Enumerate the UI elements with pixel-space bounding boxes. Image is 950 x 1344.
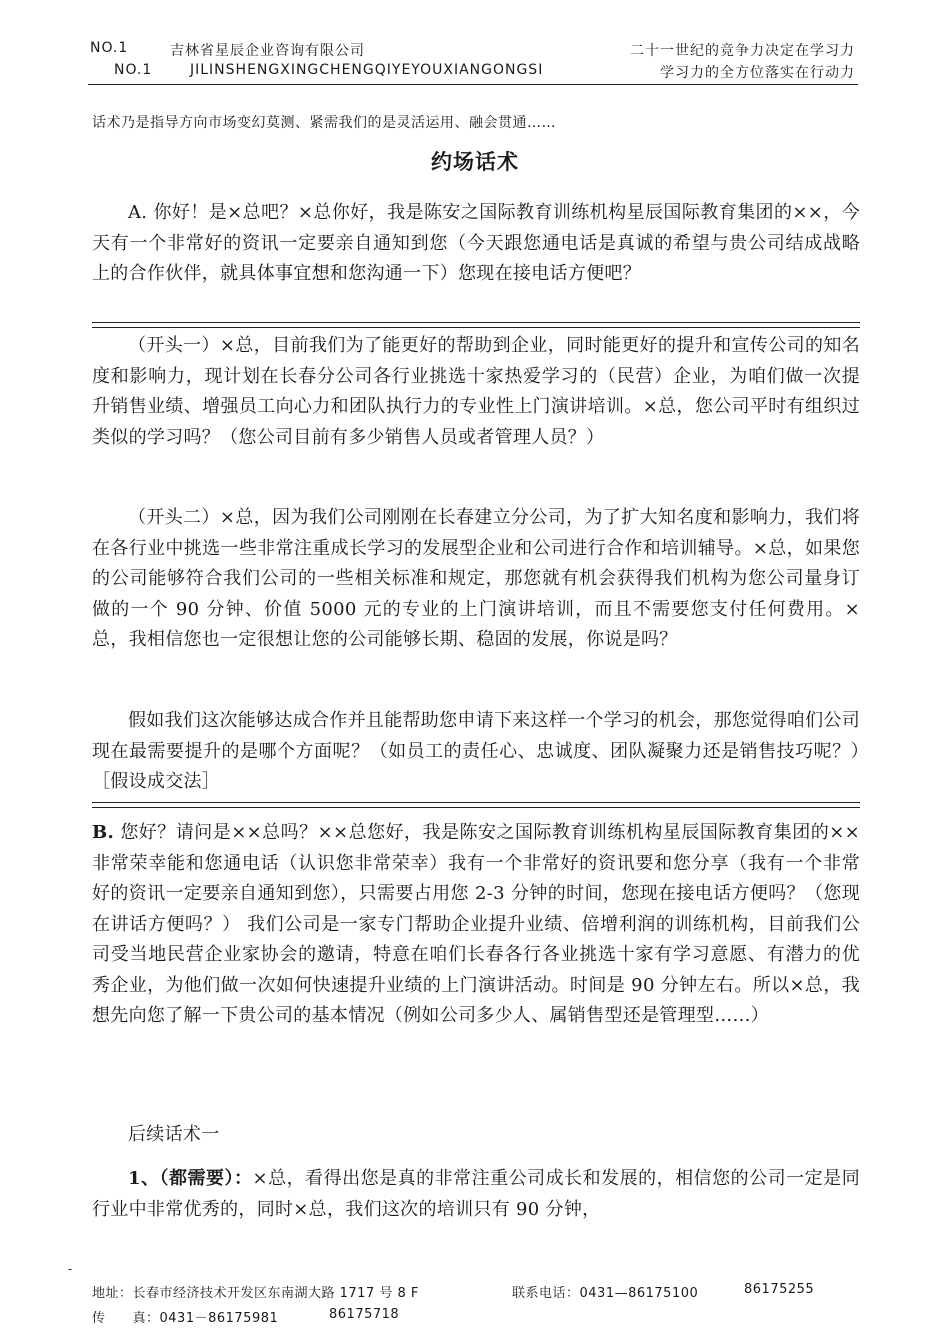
item-1-text: ×总，看得出您是真的非常注重公司成长和发展的，相信您的公司一定是同行业中非常优秀的，同时×总，我们这次的培训只有 90 分钟， bbox=[92, 1168, 860, 1220]
followup-title: 后续话术一 bbox=[128, 1124, 220, 1145]
header-company-cn: 吉林省星辰企业咨询有限公司 bbox=[170, 43, 365, 59]
motto-line: 话术乃是指导方向市场变幻莫测、紧需我们的是灵活运用、融会贯通…… bbox=[92, 115, 556, 131]
header-divider bbox=[88, 84, 858, 85]
paragraph-b-label: B. bbox=[92, 822, 115, 843]
page-title: 约场话术 bbox=[431, 149, 519, 174]
header-slogan-1: 二十一世纪的竞争力决定在学习力 bbox=[630, 43, 855, 59]
header-no: NO.1 bbox=[90, 40, 129, 56]
footer-fax: 传 真：0431－86175981 bbox=[92, 1311, 279, 1326]
item-1-label: 1、（都需要）： bbox=[128, 1168, 253, 1189]
footer-phone-2: 86175255 bbox=[744, 1282, 815, 1297]
paragraph-assume: 假如我们这次能够达成合作并且能帮助您申请下来这样一个学习的机会，那您觉得咱们公司现在最需要提升的是哪个方面呢？（如员工的责任心、忠诚度、团队凝聚力还是销售技巧呢？）［假设成交法］ bbox=[92, 710, 860, 792]
header-company-pinyin: JILINSHENGXINGCHENGQIYEYOUXIANGONGSI bbox=[190, 62, 544, 78]
header-no-2: NO.1 bbox=[114, 62, 153, 78]
header-slogan-2: 学习力的全方位落实在行动力 bbox=[660, 65, 855, 81]
paragraph-b-text: 您好？请问是××总吗？××总您好，我是陈安之国际教育训练机构星辰国际教育集团的×× 非常荣幸能和您通电话（认识您非常荣幸）我有一个非常好的资讯要和您分享（我有一个非常好的资讯一定要亲自通知到您），只需要占用您 2-3 分钟的时间，您现在接电话方便吗？（您现在讲话方便吗？） 我们公司是一家专门帮助企业提升业绩、倍增利润的训练机构，目前我们公司受当地民营企业家协会的邀请，特意在咱们长春各行各业挑选十家有学习意愿、有潜力的优秀企业，为他们做一次如何快速提升业绩的上门演讲活动。时间是 90 分钟左右。所以×总，我想先向您了解一下贵公司的基本情况（例如公司多少人、属销售型还是管理型……） bbox=[92, 822, 860, 1026]
paragraph-opening-1: （开头一）×总，目前我们为了能更好的帮助到企业，同时能更好的提升和宣传公司的知名度和影响力，现计划在长春分公司各行业挑选十家热爱学习的（民营）企业，为咱们做一次提升销售业绩、增强员工向心力和团队执行力的专业性上门演讲培训。×总，您公司平时有组织过类似的学习吗？（您公司目前有多少销售人员或者管理人员？） bbox=[92, 335, 860, 448]
double-rule-2 bbox=[92, 802, 860, 808]
footer-address: 地址：长春市经济技术开发区东南湖大路 1717 号 8 F bbox=[92, 1286, 419, 1301]
paragraph-opening-2: （开头二）×总，因为我们公司刚刚在长春建立分公司，为了扩大知名度和影响力，我们将在各行业中挑选一些非常注重成长学习的发展型企业和公司进行合作和培训辅导。×总，如果您的公司能够符合我们公司的一些相关标准和规定，那您就有机会获得我们机构为您公司量身订做的一个 90 分钟、价值 5000 元的专业的上门演讲培训，而且不需要您支付任何费用。×总，我相信您也一定很想让您的公司能够长期、稳固的发展，你说是吗？ bbox=[92, 507, 860, 650]
footer-fax-2: 86175718 bbox=[329, 1307, 400, 1322]
footer-dash: - bbox=[68, 1262, 73, 1276]
paragraph-a: A. 你好！是×总吧？×总你好，我是陈安之国际教育训练机构星辰国际教育集团的××，今天有一个非常好的资讯一定要亲自通知到您（今天跟您通电话是真诚的希望与贵公司结成战略上的合作伙伴，就具体事宜想和您沟通一下）您现在接电话方便吧？ bbox=[92, 202, 860, 284]
footer-phone: 联系电话：0431—86175100 bbox=[512, 1286, 699, 1301]
double-rule-1 bbox=[92, 322, 860, 328]
paragraph-b bbox=[92, 818, 860, 1032]
followup-item-1 bbox=[92, 1164, 860, 1225]
